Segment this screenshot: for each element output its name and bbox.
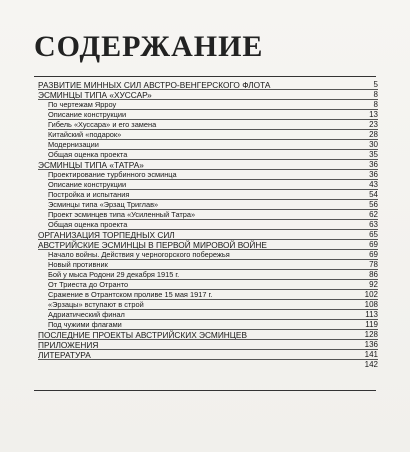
toc-entry (38, 360, 378, 370)
toc-entry-page: 142 (364, 360, 378, 369)
toc-entry-title: От Триеста до Отранто (48, 280, 129, 289)
toc-entry-title: ЭСМИНЦЫ ТИПА «ТАТРА» (38, 160, 144, 170)
top-divider (34, 76, 376, 77)
toc-entry-title: ЛИТЕРАТУРА (38, 350, 91, 360)
toc-entry-page: 141 (364, 350, 378, 359)
toc-entry-page: 43 (369, 180, 378, 189)
toc-entry (38, 340, 378, 350)
toc-entry-title: АВСТРИЙСКИЕ ЭСМИНЦЫ В ПЕРВОЙ МИРОВОЙ ВОЙНЕ (38, 240, 267, 250)
toc-entry-page: 56 (369, 200, 378, 209)
toc-entry-page: 5 (373, 80, 378, 89)
toc-entry-title: Эсминцы типа «Эрзац Триглав» (48, 200, 159, 209)
toc-entry-title: Проект эсминцев типа «Усиленный Татра» (48, 210, 196, 219)
toc-entry-title: Адриатический финал (48, 310, 125, 319)
toc-entry (38, 330, 378, 340)
toc-entry (38, 190, 378, 200)
toc-entry-page: 35 (369, 150, 378, 159)
toc-entry (38, 210, 378, 220)
toc-entry-page: 136 (364, 340, 378, 349)
toc-entry-page: 36 (369, 170, 378, 179)
toc-entry-title: Китайский «подарок» (48, 130, 122, 139)
toc-entry-page: 69 (369, 250, 378, 259)
toc-entry-title: Общая оценка проекта (48, 220, 128, 229)
toc-entry-page: 13 (369, 110, 378, 119)
toc-entry-page: 63 (369, 220, 378, 229)
toc-entry-page: 128 (364, 330, 378, 339)
toc-entry (38, 250, 378, 260)
toc-entry-title: Описание конструкции (48, 180, 127, 189)
toc-entry (38, 90, 378, 100)
page-title: СОДЕРЖАНИЕ (34, 30, 264, 63)
toc-entry-title: «Эрзацы» вступают в строй (48, 300, 144, 309)
toc-entry-title: ЭСМИНЦЫ ТИПА «ХУССАР» (38, 90, 152, 100)
toc-entry (38, 220, 378, 230)
toc-entry-page: 30 (369, 140, 378, 149)
toc-entry (38, 260, 378, 270)
toc-entry (38, 150, 378, 160)
toc-entry-page: 8 (373, 90, 378, 99)
toc-entry-title: Описание конструкции (48, 110, 127, 119)
toc-entry-title: Проектирование турбинного эсминца (48, 170, 177, 179)
toc-entry-page: 78 (369, 260, 378, 269)
toc-entry-title: РАЗВИТИЕ МИННЫХ СИЛ АВСТРО-ВЕНГЕРСКОГО ФЛОТА (38, 80, 271, 90)
toc-entry (38, 280, 378, 290)
toc-entry-title: Новый противник (48, 260, 108, 269)
toc-entry (38, 130, 378, 140)
toc-entry-title: ПОСЛЕДНИЕ ПРОЕКТЫ АВСТРИЙСКИХ ЭСМИНЦЕВ (38, 330, 247, 340)
toc-entry-page: 28 (369, 130, 378, 139)
toc-entry (38, 80, 378, 90)
toc-entry (38, 160, 378, 170)
toc-entry-page: 108 (364, 300, 378, 309)
toc-entry (38, 100, 378, 110)
toc-entry-page: 113 (365, 310, 378, 319)
toc-entry (38, 310, 378, 320)
toc-entry-page: 23 (369, 120, 378, 129)
toc-entry (38, 270, 378, 280)
toc-entry-title: Постройка и испытания (48, 190, 130, 199)
toc-entry (38, 300, 378, 310)
toc-entry (38, 180, 378, 190)
toc-entry-page: 92 (369, 280, 378, 289)
toc-entry-page: 54 (369, 190, 378, 199)
toc-entry (38, 240, 378, 250)
toc-entry (38, 170, 378, 180)
toc-entry-title: ПРИЛОЖЕНИЯ (38, 340, 99, 350)
bottom-divider (34, 390, 376, 391)
toc-entry (38, 350, 378, 360)
toc-entry (38, 140, 378, 150)
toc-entry-title: ОРГАНИЗАЦИЯ ТОРПЕДНЫХ СИЛ (38, 230, 175, 240)
toc-entry-page: 36 (369, 160, 378, 169)
toc-entry-page: 119 (365, 320, 378, 329)
toc-entry (38, 120, 378, 130)
toc-entry-title: Общая оценка проекта (48, 150, 128, 159)
toc-entry (38, 290, 378, 300)
toc-entry-title: Начало войны. Действия у черногорского побережья (48, 250, 230, 259)
table-of-contents (38, 80, 378, 370)
toc-entry-title: По чертежам Ярроу (48, 100, 117, 109)
toc-entry-title: Модернизации (48, 140, 99, 149)
toc-entry-page: 69 (369, 240, 378, 249)
toc-entry-title: Сражение в Отрантском проливе 15 мая 1917 г. (48, 290, 213, 299)
toc-entry-page: 86 (369, 270, 378, 279)
toc-entry-page: 65 (369, 230, 378, 239)
toc-entry-page: 62 (369, 210, 378, 219)
toc-entry (38, 110, 378, 120)
toc-entry (38, 200, 378, 210)
toc-entry-title: Под чужими флагами (48, 320, 122, 329)
toc-entry-page: 8 (373, 100, 378, 109)
toc-entry-page: 102 (364, 290, 378, 299)
toc-entry-title: Гибель «Хуссара» и его замена (48, 120, 157, 129)
toc-entry (38, 320, 378, 330)
toc-entry-title: Бой у мыса Родони 29 декабря 1915 г. (48, 270, 180, 279)
toc-entry (38, 230, 378, 240)
